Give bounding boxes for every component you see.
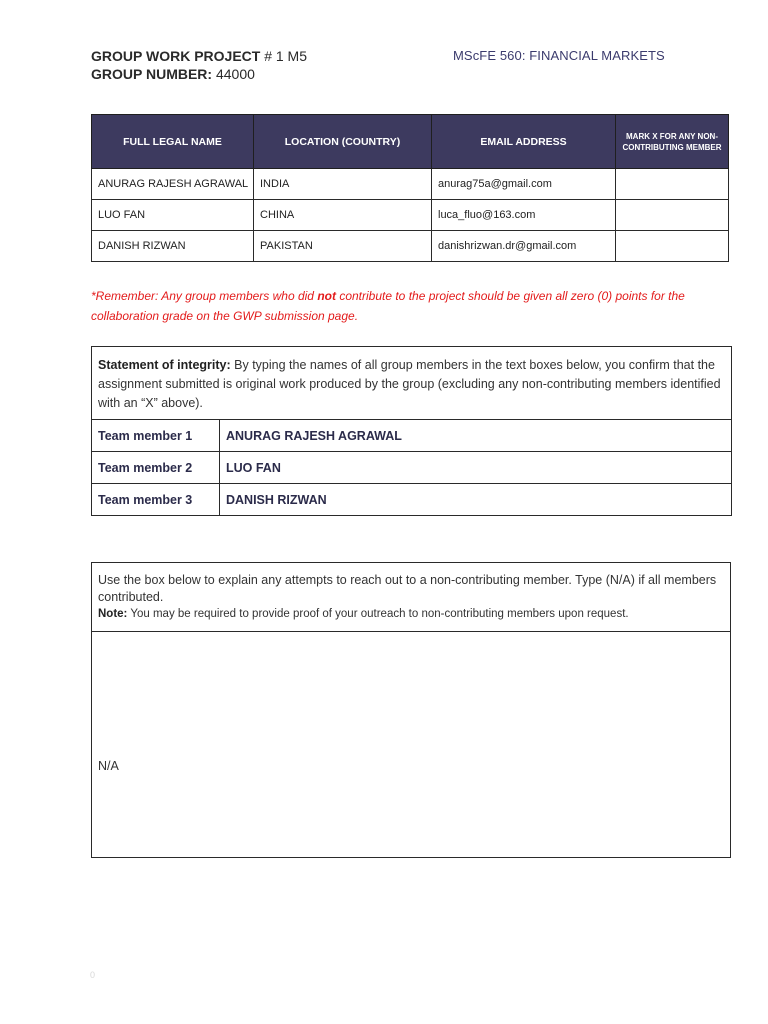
member-name[interactable]: DANISH RIZWAN [92,231,254,262]
member-email[interactable]: luca_fluo@163.com [432,200,616,231]
outreach-table [91,562,731,858]
note-label: Note: [98,607,128,620]
col-header-name: FULL LEGAL NAME [92,115,254,169]
reminder-emphasis: not [317,289,336,303]
team-member-label: Team member 1 [92,420,220,452]
team-member-row [92,420,732,452]
outreach-answer-row [92,632,731,858]
project-label: GROUP WORK PROJECT [91,48,261,64]
team-member-name-field[interactable]: LUO FAN [220,452,732,484]
team-member-label: Team member 3 [92,484,220,516]
member-name[interactable]: ANURAG RAJESH AGRAWAL [92,169,254,200]
member-name[interactable]: LUO FAN [92,200,254,231]
member-mark[interactable] [616,169,729,200]
outreach-instruction-text: Use the box below to explain any attempts to reach out to a non-contributing member. Type (N/A) if all members contributed. [98,572,717,604]
outreach-note [98,606,724,623]
team-member-label: Team member 2 [92,452,220,484]
member-location[interactable]: PAKISTAN [254,231,432,262]
member-mark[interactable] [616,231,729,262]
col-header-mark: MARK X FOR ANY NON-CONTRIBUTING MEMBER [616,115,729,169]
reminder-note [91,286,731,326]
integrity-table [91,346,732,516]
reminder-text-after: contribute to the project should be given all zero (0) points for the collaboration grade on the GWP submission page. [91,289,685,323]
member-location[interactable]: INDIA [254,169,432,200]
team-member-name-field[interactable]: ANURAG RAJESH AGRAWAL [220,420,732,452]
outreach-answer-field[interactable]: N/A [92,632,731,858]
members-header-row [92,115,729,169]
group-number-value: 44000 [215,66,255,82]
group-number-label: GROUP NUMBER: [91,66,213,82]
page-number: 0 [90,970,96,980]
integrity-statement [92,347,732,420]
member-location[interactable]: CHINA [254,200,432,231]
integrity-statement-row [92,347,732,420]
reminder-text-before: *Remember: Any group members who did [91,289,318,303]
member-mark[interactable] [616,200,729,231]
course-title: MScFE 560: FINANCIAL MARKETS [453,48,665,63]
table-row [92,169,729,200]
note-text: You may be required to provide proof of your outreach to non-contributing members upon request. [127,607,629,620]
integrity-text: By typing the names of all group members in the text boxes below, you confirm that the assignment submitted is original work produced by the group (excluding any non-contributing members identified with an “X” above). [98,357,721,410]
group-number-line [91,65,731,83]
member-email[interactable]: anurag75a@gmail.com [432,169,616,200]
members-table [91,114,729,262]
table-row [92,231,729,262]
col-header-email: EMAIL ADDRESS [432,115,616,169]
col-header-location: LOCATION (COUNTRY) [254,115,432,169]
team-member-row [92,484,732,516]
outreach-instruction-row [92,563,731,632]
document-header [91,47,731,83]
outreach-instructions [92,563,731,632]
table-row [92,200,729,231]
member-email[interactable]: danishrizwan.dr@gmail.com [432,231,616,262]
team-member-row [92,452,732,484]
team-member-name-field[interactable]: DANISH RIZWAN [220,484,732,516]
project-value: # 1 M5 [264,48,308,64]
integrity-label: Statement of integrity: [98,357,231,372]
